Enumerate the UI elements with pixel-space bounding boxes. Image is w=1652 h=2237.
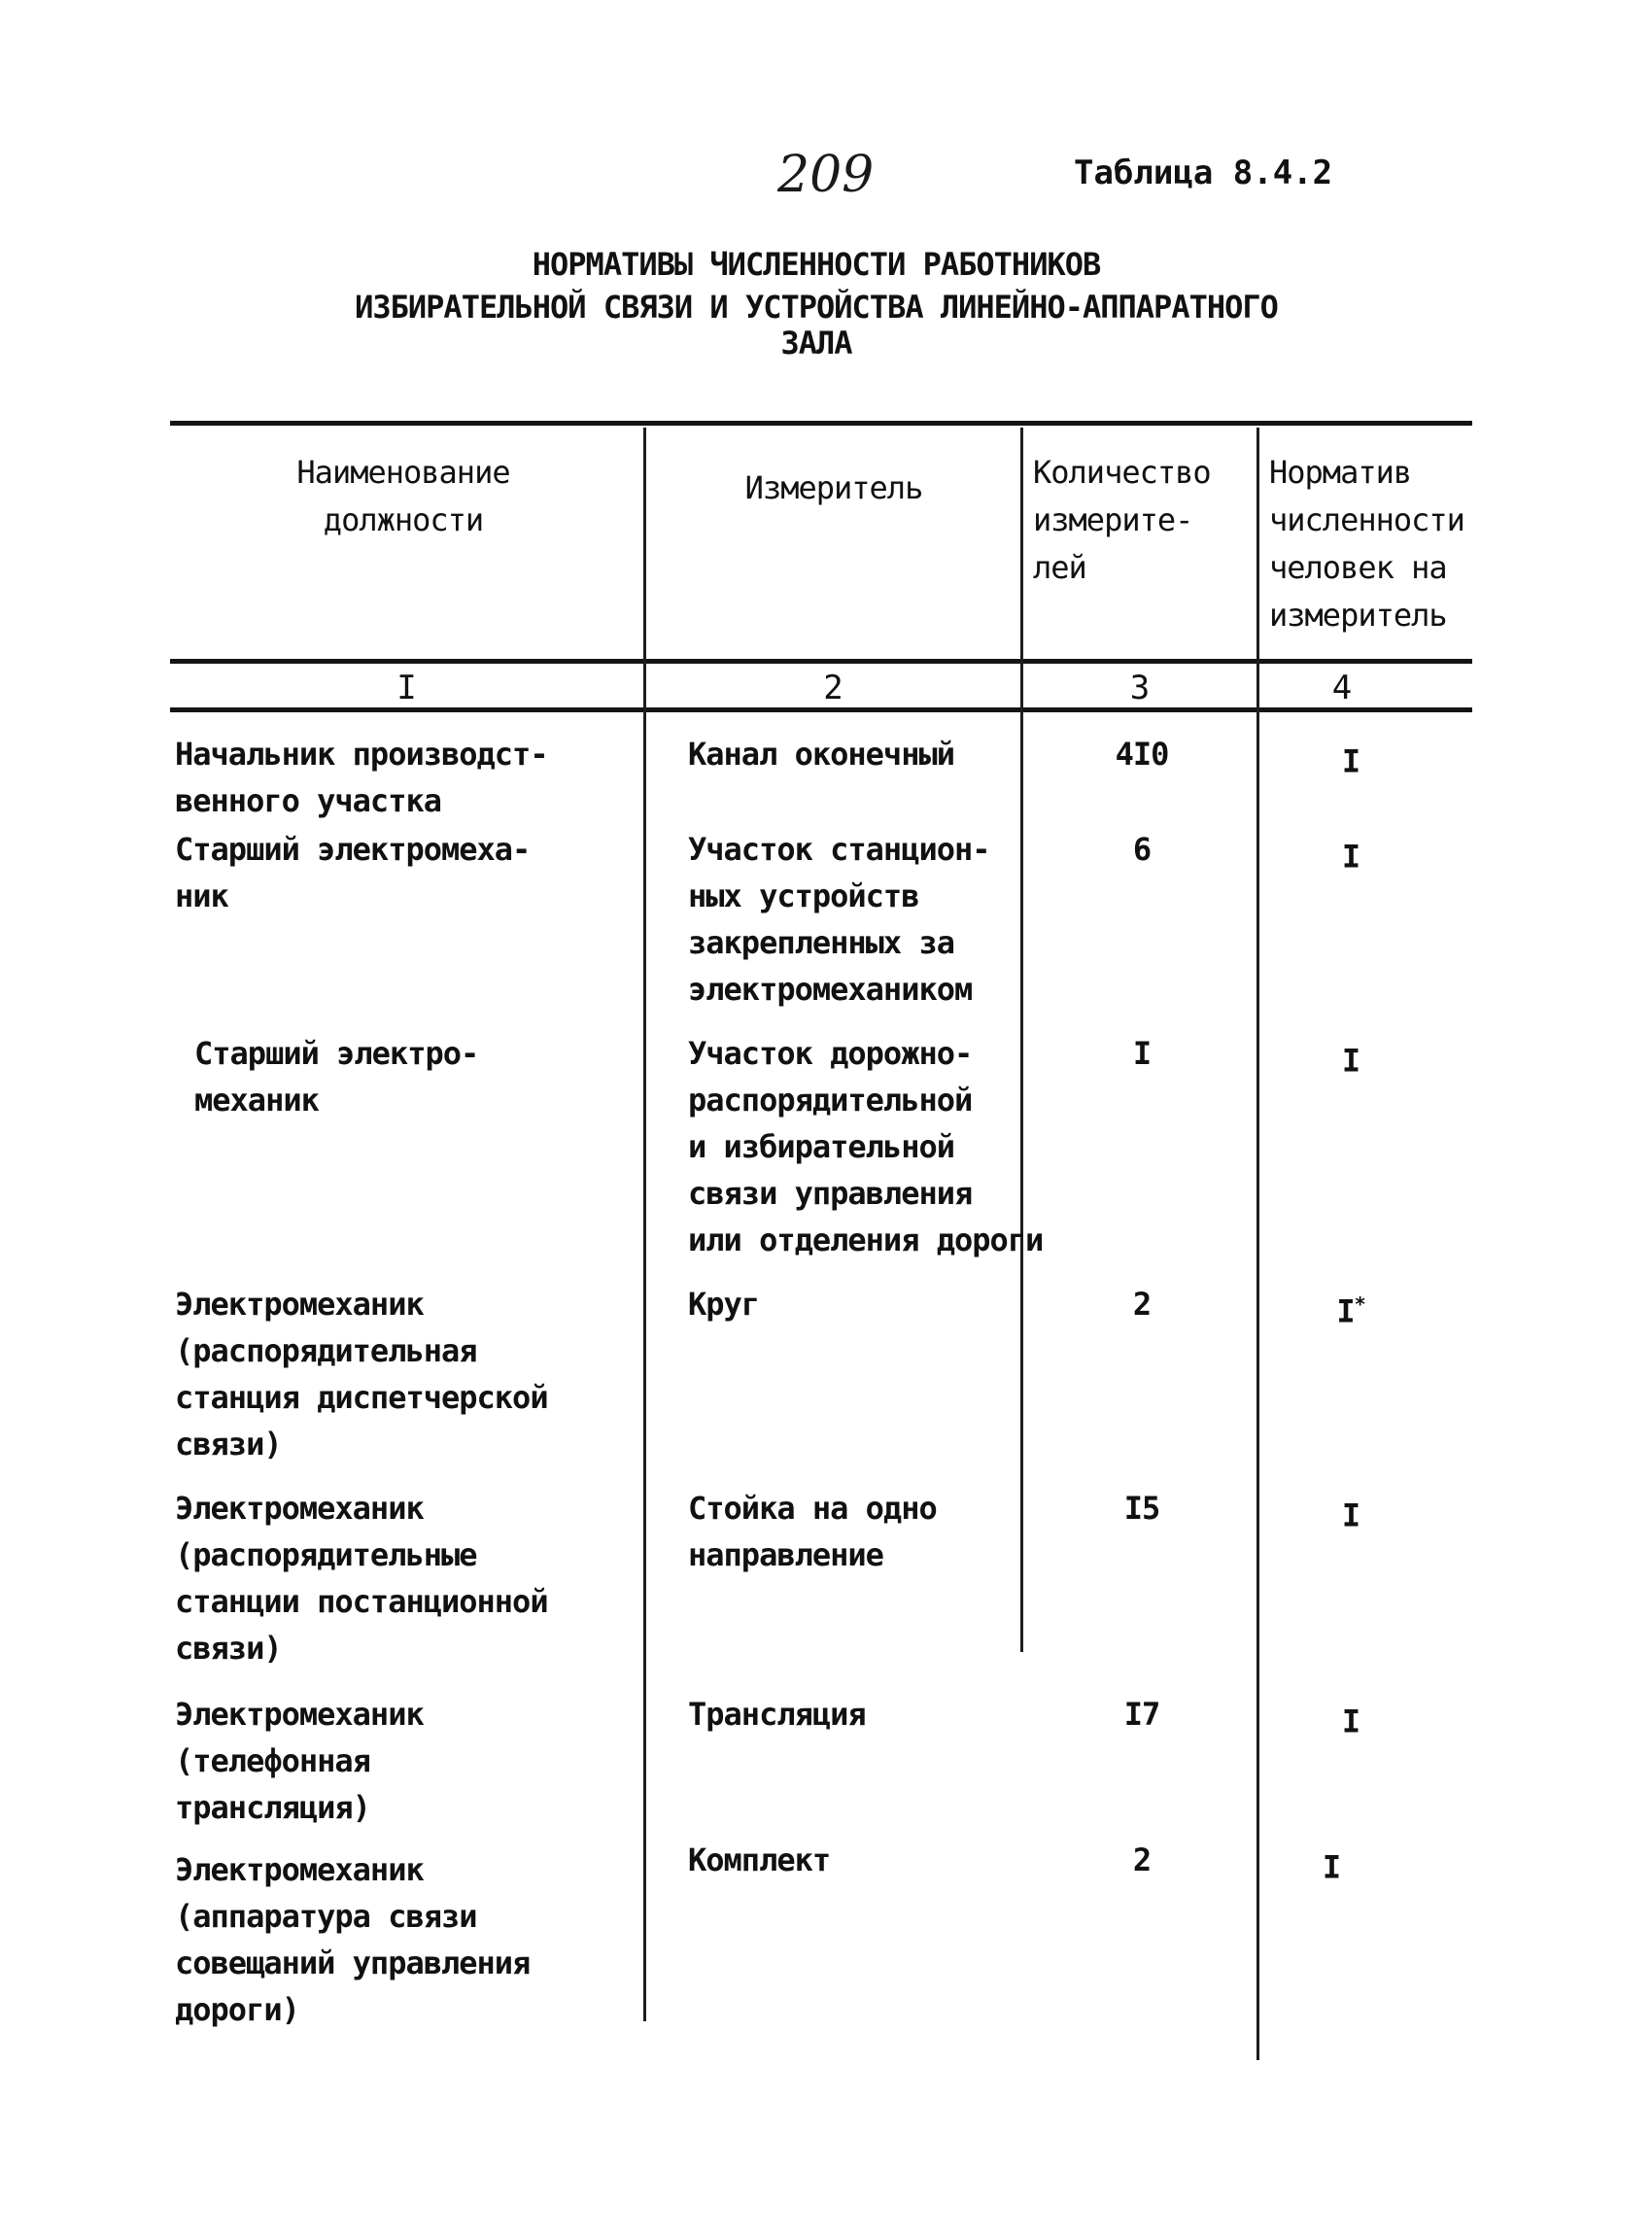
row-1-measure: Канал оконечный xyxy=(688,736,954,773)
title-line-1: НОРМАТИВЫ ЧИСЛЕННОСТИ РАБОТНИКОВ xyxy=(532,246,1101,283)
row-1-norm xyxy=(1263,731,1438,785)
row-1-position: Начальник производст- венного участка xyxy=(175,736,548,819)
row-6-quantity: I7 xyxy=(1123,1696,1160,1733)
row-6-position: Электромеханик (телефонная трансляция) xyxy=(175,1696,424,1826)
row-3-position: Старший электро- механик xyxy=(194,1035,479,1118)
row-7-position: Электромеханик (аппаратура связи совещаний управления дороги) xyxy=(175,1851,531,2028)
row-6-norm-value: I xyxy=(1341,1703,1360,1740)
row-5-position: Электромеханик (распорядительные станции постанционной связи) xyxy=(175,1490,548,1667)
title-line-3: ЗАЛА xyxy=(780,325,852,361)
column-divider-1 xyxy=(643,428,646,2021)
row-5-norm-value: I xyxy=(1341,1497,1360,1534)
row-4-measure: Круг xyxy=(688,1286,760,1323)
row-4-norm-mark: * xyxy=(1354,1292,1365,1316)
row-2-position: Старший электромеха- ник xyxy=(175,831,531,914)
row-6-measure: Трансляция xyxy=(688,1696,866,1733)
column-number-rule xyxy=(170,707,1472,712)
header-norm: Норматив численности человек на измеритель xyxy=(1269,454,1464,634)
row-2-quantity: 6 xyxy=(1132,831,1152,868)
row-7-norm xyxy=(1244,1837,1419,1891)
document-title xyxy=(272,243,1360,361)
row-4-quantity: 2 xyxy=(1132,1286,1152,1323)
row-2-measure: Участок станцион- ных устройств закрепленных за электромехаником xyxy=(688,831,990,1008)
page-number: 209 xyxy=(777,146,875,204)
column-number-4: 4 xyxy=(1331,669,1353,707)
row-4-norm xyxy=(1263,1281,1438,1335)
row-7-measure: Комплект xyxy=(688,1841,831,1878)
header-quantity: Количество измерите- лей xyxy=(1033,454,1211,586)
table-label: Таблица 8.4.2 xyxy=(1074,154,1333,192)
row-5-quantity: I5 xyxy=(1123,1490,1160,1527)
row-7-quantity: 2 xyxy=(1132,1841,1152,1878)
row-3-measure: Участок дорожно- распорядительной и избирательной связи управления или отделения дороги xyxy=(688,1035,1044,1258)
row-2-norm-value: I xyxy=(1341,838,1360,876)
row-3-norm-value: I xyxy=(1341,1042,1360,1080)
row-3-norm xyxy=(1263,1030,1438,1084)
row-6-norm xyxy=(1263,1691,1438,1745)
column-number-3: 3 xyxy=(1129,669,1151,707)
row-1-norm-value: I xyxy=(1341,742,1360,780)
header-measure: Измеритель xyxy=(744,469,923,506)
row-4-position: Электромеханик (распорядительная станция диспетчерской связи) xyxy=(175,1286,548,1463)
row-4-norm-value: I xyxy=(1336,1292,1355,1330)
row-2-norm xyxy=(1263,826,1438,880)
row-3-quantity: I xyxy=(1132,1035,1152,1072)
title-line-2: ИЗБИРАТЕЛЬНОЙ СВЯЗИ И УСТРОЙСТВА ЛИНЕЙНО-АППАРАТНОГО xyxy=(355,289,1278,326)
row-7-norm-value: I xyxy=(1322,1848,1341,1886)
row-5-norm xyxy=(1263,1485,1438,1539)
column-number-1: I xyxy=(396,669,417,707)
column-number-2: 2 xyxy=(823,669,843,707)
header-position: Наименование должности xyxy=(296,454,510,538)
row-5-measure: Стойка на одно направление xyxy=(688,1490,937,1573)
table-top-rule xyxy=(170,421,1472,426)
header-bottom-rule xyxy=(170,659,1472,664)
row-1-quantity: 4I0 xyxy=(1115,736,1169,773)
